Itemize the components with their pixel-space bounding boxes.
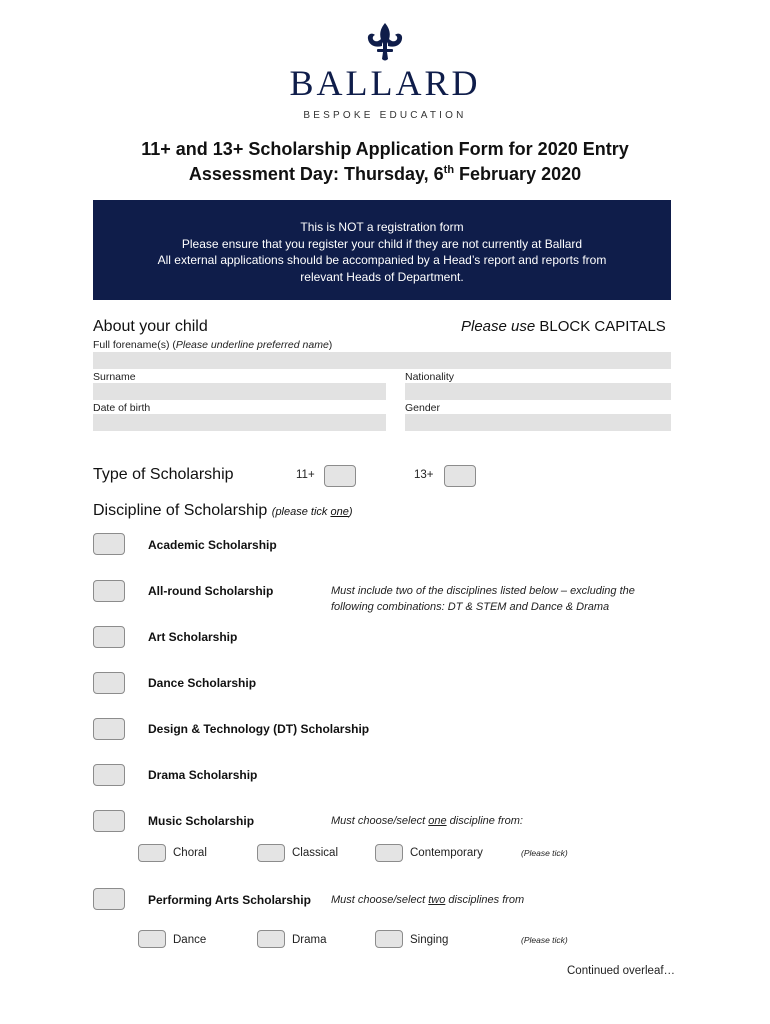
please-tick-note: (Please tick) xyxy=(521,848,568,858)
gender-label: Gender xyxy=(405,402,441,414)
form-title: 11+ and 13+ Scholarship Application Form for 2020 Entry xyxy=(141,139,629,159)
pa-dance-label: Dance xyxy=(173,934,207,946)
allround-note: Must include two of the disciplines listed below – excluding the following combinations: DT & STEM and Dance & Drama xyxy=(331,585,635,613)
about-heading: About your child xyxy=(93,318,208,335)
option-11-label: 11+ xyxy=(296,469,315,481)
music-checkbox[interactable] xyxy=(93,810,125,832)
music-note: Must choose/select one discipline from: xyxy=(331,815,523,827)
dt-checkbox[interactable] xyxy=(93,718,125,740)
forename-field[interactable] xyxy=(93,352,671,369)
drama-checkbox[interactable] xyxy=(93,764,125,786)
art-checkbox[interactable] xyxy=(93,626,125,648)
surname-label: Surname xyxy=(93,371,136,383)
forename-label: Full forename(s) (Please underline preferred name) xyxy=(93,339,333,351)
nationality-label: Nationality xyxy=(405,371,455,383)
surname-field[interactable] xyxy=(93,383,386,400)
performing-label: Performing Arts Scholarship xyxy=(148,893,311,907)
notice-line: This is NOT a registration form xyxy=(300,220,464,234)
allround-label: All-round Scholarship xyxy=(148,584,274,598)
discipline-heading: Discipline of Scholarship (please tick one) xyxy=(93,502,353,519)
dob-label: Date of birth xyxy=(93,402,151,414)
option-13-label: 13+ xyxy=(414,469,434,481)
pa-drama-checkbox[interactable] xyxy=(257,930,285,948)
dance-label: Dance Scholarship xyxy=(148,676,257,690)
classical-checkbox[interactable] xyxy=(257,844,285,862)
brand-tagline: BESPOKE EDUCATION xyxy=(303,110,467,121)
brand-name: BALLARD xyxy=(289,63,481,103)
option-13-checkbox[interactable] xyxy=(444,465,476,487)
nationality-field[interactable] xyxy=(405,383,671,400)
dt-label: Design & Technology (DT) Scholarship xyxy=(148,722,370,736)
please-tick-note: (Please tick) xyxy=(521,935,568,945)
pa-dance-checkbox[interactable] xyxy=(138,930,166,948)
classical-label: Classical xyxy=(292,847,339,859)
gender-field[interactable] xyxy=(405,414,671,431)
assessment-day-title: Assessment Day: Thursday, 6th February 2020 xyxy=(188,164,582,184)
type-heading: Type of Scholarship xyxy=(93,466,234,483)
notice-banner xyxy=(93,200,671,300)
art-label: Art Scholarship xyxy=(148,630,238,644)
fleur-de-lis-icon xyxy=(363,22,407,64)
continued-overleaf: Continued overleaf… xyxy=(567,965,676,977)
pa-drama-label: Drama xyxy=(292,934,327,946)
block-capitals-note: Please use BLOCK CAPITALS xyxy=(461,318,666,335)
allround-checkbox[interactable] xyxy=(93,580,125,602)
pa-singing-label: Singing xyxy=(410,934,449,946)
pa-singing-checkbox[interactable] xyxy=(375,930,403,948)
academic-checkbox[interactable] xyxy=(93,533,125,555)
notice-line: Please ensure that you register your child if they are not currently at Ballard xyxy=(181,236,583,251)
notice-line: All external applications should be accompanied by a Head’s report and reports from xyxy=(157,253,607,267)
academic-label: Academic Scholarship xyxy=(148,538,277,552)
drama-label: Drama Scholarship xyxy=(148,768,258,782)
notice-line: relevant Heads of Department. xyxy=(300,269,464,284)
performing-checkbox[interactable] xyxy=(93,888,125,910)
music-label: Music Scholarship xyxy=(148,814,255,828)
contemporary-label: Contemporary xyxy=(410,847,483,859)
contemporary-checkbox[interactable] xyxy=(375,844,403,862)
performing-note: Must choose/select two disciplines from xyxy=(331,894,525,906)
option-11-checkbox[interactable] xyxy=(324,465,356,487)
dob-field[interactable] xyxy=(93,414,386,431)
choral-label: Choral xyxy=(173,847,207,859)
choral-checkbox[interactable] xyxy=(138,844,166,862)
dance-checkbox[interactable] xyxy=(93,672,125,694)
